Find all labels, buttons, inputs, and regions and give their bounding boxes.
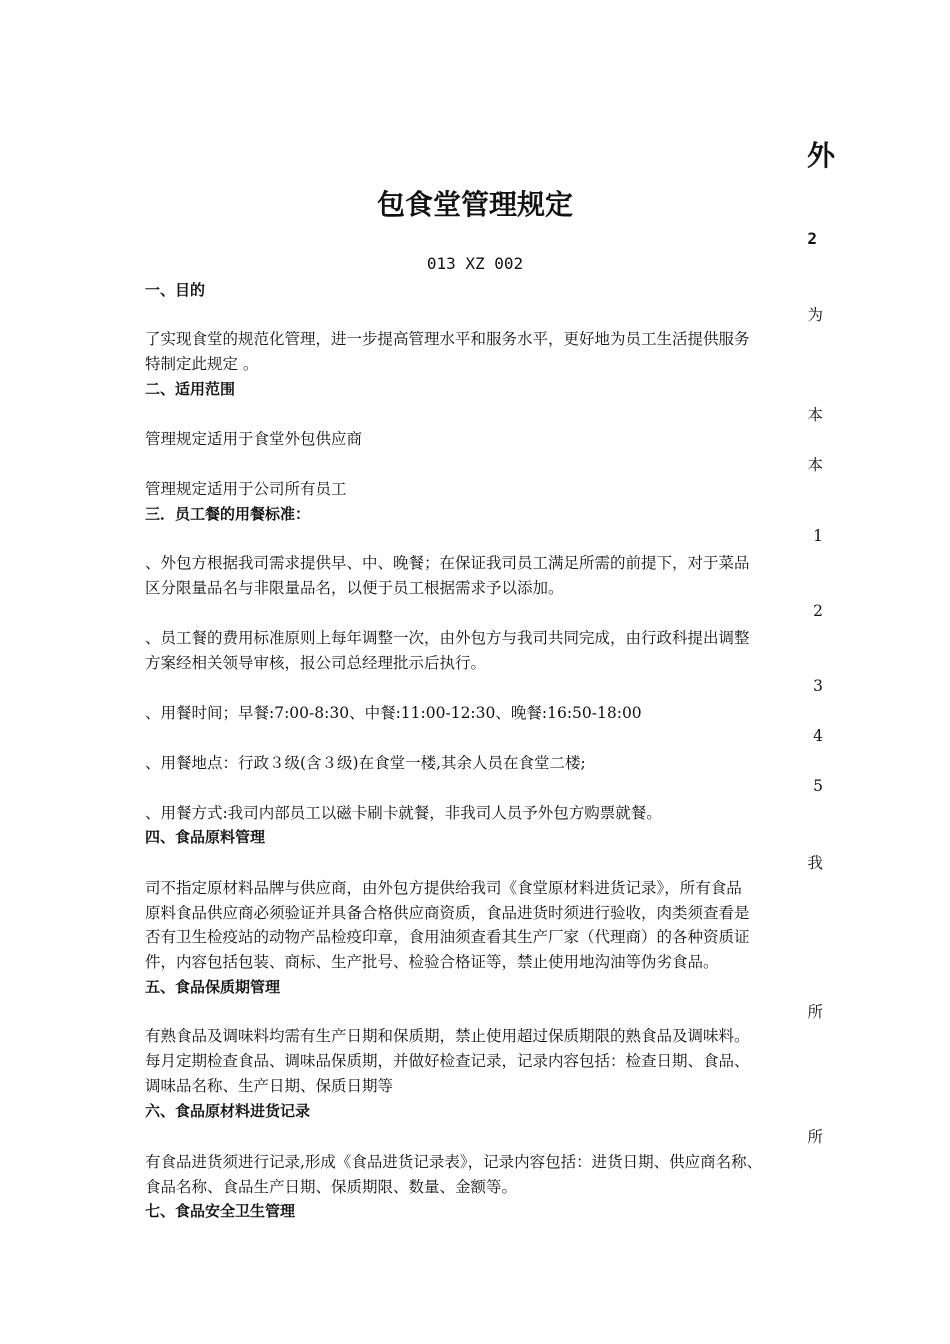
list-item-line: 区分限量品名与非限量品名，以便于员工根据需求予以添加。 <box>145 579 564 597</box>
paragraph-line: 特制定此规定 。 <box>145 355 259 373</box>
paragraph-line: 原料食品供应商必须验证并具备合格供应商资质，食品进货时须进行验收，肉类须查看是 <box>145 904 750 922</box>
list-item-line: 方案经相关领导审核，报公司总经理批示后执行。 <box>145 654 487 672</box>
doc-code: 013 XZ 002 <box>426 254 524 273</box>
list-number: 2 <box>813 602 823 620</box>
paragraph-line: 件，内容包括包装、商标、生产批号、检验合格证等，禁止使用地沟油等伪劣食品。 <box>145 953 719 971</box>
list-item-line: 、外包方根据我司需求提供早、中、晚餐；在保证我司员工满足所需的前提下，对于菜品 <box>145 554 750 572</box>
page-title: 包食堂管理规定 <box>376 188 573 221</box>
list-number: 1 <box>813 527 823 545</box>
paragraph-line: 管理规定适用于公司所有员工 <box>145 480 347 498</box>
paragraph-line: 否有卫生检疫站的动物产品检疫印章，食用油须查看其生产厂家（代理商）的各种资质证 <box>145 928 750 946</box>
section-heading-shelf-life: 五、食品保质期管理 <box>145 978 281 996</box>
paragraph-lead-char: 为 <box>807 306 823 324</box>
title-fragment: 外 <box>806 139 835 172</box>
section-heading-purchase-records: 六、食品原材料进货记录 <box>145 1102 311 1120</box>
list-number: 5 <box>813 777 823 795</box>
paragraph-line: 有食品进货须进行记录,形成《食品进货记录表》，记录内容包括：进货日期、供应商名称、 <box>145 1153 763 1171</box>
paragraph-line: 管理规定适用于食堂外包供应商 <box>145 430 363 448</box>
paragraph-lead-char: 本 <box>807 406 823 424</box>
paragraph-lead-char: 本 <box>807 456 823 474</box>
paragraph-lead-char: 我 <box>807 854 823 872</box>
list-number: 3 <box>813 677 823 695</box>
paragraph-line: 了实现食堂的规范化管理，进一步提高管理水平和服务水平，更好地为员工生活提供服务 <box>145 330 750 348</box>
paragraph-lead-char: 所 <box>807 1003 823 1021</box>
section-heading-ingredients: 四、食品原料管理 <box>145 828 266 846</box>
paragraph-line: 有熟食品及调味料均需有生产日期和保质期，禁止使用超过保质期限的熟食品及调味料。 <box>145 1027 750 1045</box>
paragraph-lead-char: 所 <box>807 1128 823 1146</box>
section-heading-food-safety: 七、食品安全卫生管理 <box>145 1202 296 1220</box>
list-item-line: 、员工餐的费用标准原则上每年调整一次，由外包方与我司共同完成，由行政科提出调整 <box>145 629 750 647</box>
section-heading-scope: 二、适用范围 <box>145 380 236 398</box>
list-number: 4 <box>813 727 823 745</box>
doc-code-lead: 2 <box>807 229 817 248</box>
list-item-line: 、用餐地点：行政３级(含３级)在食堂一楼,其余人员在食堂二楼; <box>145 754 586 772</box>
paragraph-line: 司不指定原材料品牌与供应商，由外包方提供给我司《食堂原材料进货记录》，所有食品 <box>145 879 742 897</box>
paragraph-line: 每月定期检查食品、调味品保质期，并做好检查记录，记录内容包括：检查日期、食品、 <box>145 1052 750 1070</box>
list-item-line: 、用餐时间；早餐:7:00-8:30、中餐:11:00-12:30、晚餐:16:50-18:00 <box>145 704 642 722</box>
list-item-line: 、用餐方式:我司内部员工以磁卡刷卡就餐，非我司人员予外包方购票就餐。 <box>145 804 662 822</box>
section-heading-meal-standard: 三．员工餐的用餐标准： <box>145 505 311 523</box>
paragraph-line: 食品名称、食品生产日期、保质期限、数量、金额等。 <box>145 1178 518 1196</box>
section-heading-purpose: 一、目的 <box>145 281 206 299</box>
paragraph-line: 调味品名称、生产日期、保质日期等 <box>145 1077 394 1095</box>
